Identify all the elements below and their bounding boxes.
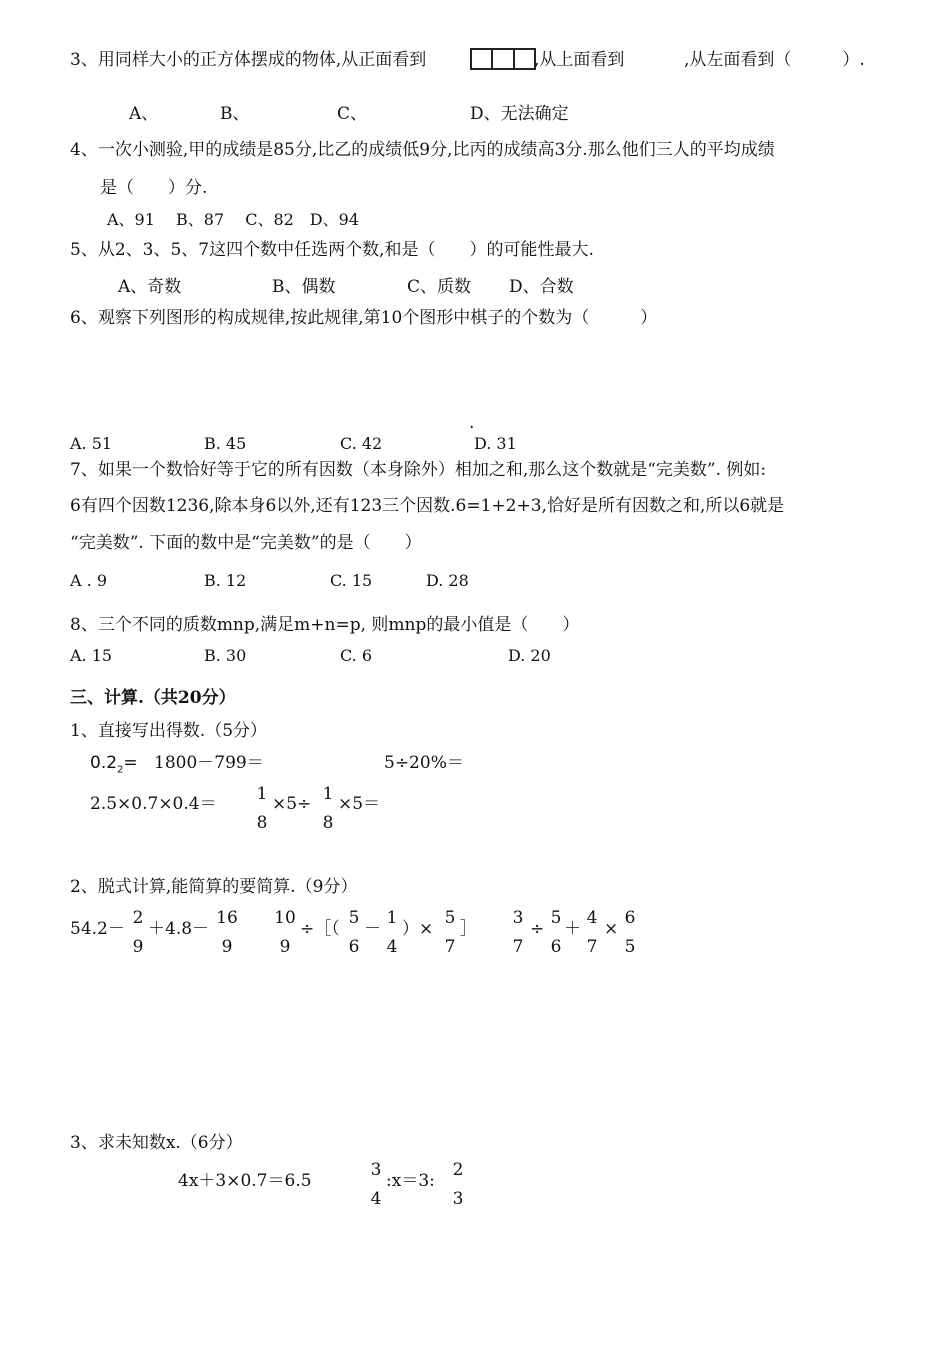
q8-option-d: D. 20 bbox=[508, 646, 551, 665]
q5-option-c: C、质数 bbox=[407, 277, 472, 297]
q6-option-a: A. 51 bbox=[70, 434, 113, 453]
q8-option-c: C. 6 bbox=[340, 646, 373, 665]
expr-times5-eq: ×5＝ bbox=[338, 794, 381, 814]
fraction-1-4: 1 4 bbox=[386, 908, 398, 957]
q7-line1: 7、如果一个数恰好等于它的所有因数（本身除外）相加之和,那么这个数就是“完美数”. 例如: bbox=[70, 460, 767, 480]
q3-option-b: B、 bbox=[220, 104, 250, 124]
fraction-1-8-a: 1 8 bbox=[256, 784, 268, 833]
fraction-16-9: 16 9 bbox=[216, 908, 238, 957]
q4-line1: 4、一次小测验,甲的成绩是85分,比乙的成绩低9分,比丙的成绩高3分.那么他们三人的平均成绩 bbox=[70, 140, 775, 160]
fraction-2-9: 2 9 bbox=[132, 908, 144, 957]
q7-option-d: D. 28 bbox=[426, 571, 469, 590]
fraction-6-5: 6 5 bbox=[624, 908, 636, 957]
front-view-squares-figure bbox=[470, 48, 536, 70]
q3-option-c: C、 bbox=[337, 104, 368, 124]
part1-title: 1、直接写出得数.（5分） bbox=[70, 721, 268, 741]
q4-options: A、91 B、87 C、82 D、94 bbox=[107, 210, 359, 229]
q7-line2: 6有四个因数1236,除本身6以外,还有123三个因数.6=1+2+3,恰好是所有因数之和,所以6就是 bbox=[70, 496, 785, 516]
fraction-3-4: 3 4 bbox=[370, 1160, 382, 1209]
expr2c-times: × bbox=[604, 919, 619, 939]
part2-title: 2、脱式计算,能简算的要简算.（9分） bbox=[70, 877, 358, 897]
fraction-5-7: 5 7 bbox=[444, 908, 456, 957]
fraction-5-6: 5 6 bbox=[348, 908, 360, 957]
q3-text-a: 3、用同样大小的正方体摆成的物体,从正面看到 bbox=[70, 50, 427, 70]
fraction-5-6-c: 5 6 bbox=[550, 908, 562, 957]
fraction-2-3: 2 3 bbox=[452, 1160, 464, 1209]
expr2b-div-bracket: ÷［（ bbox=[300, 919, 340, 939]
expr2a-start: 54.2－ bbox=[70, 919, 125, 939]
fraction-4-7: 4 7 bbox=[586, 908, 598, 957]
q8-option-a: A. 15 bbox=[70, 646, 113, 665]
expr2c-plus: ＋ bbox=[564, 919, 581, 939]
expr-0.2-squared: $0.2_2=$ bbox=[90, 753, 138, 776]
expr2b-minus: － bbox=[364, 919, 381, 939]
fraction-3-7: 3 7 bbox=[512, 908, 524, 957]
q7-line3: “完美数”. 下面的数中是“完美数”的是（ ） bbox=[70, 533, 422, 553]
q3-text-b: ,从上面看到 bbox=[534, 50, 625, 70]
q8-option-b: B. 30 bbox=[204, 646, 247, 665]
q5-option-d: D、合数 bbox=[509, 277, 574, 297]
q5-option-b: B、偶数 bbox=[272, 277, 336, 297]
section3-title: 三、计算.（共20分） bbox=[70, 688, 236, 708]
q3-option-d: D、无法确定 bbox=[470, 104, 569, 124]
expr2c-div: ÷ bbox=[530, 919, 545, 939]
fraction-10-9: 10 9 bbox=[274, 908, 296, 957]
q6-option-c: C. 42 bbox=[340, 434, 383, 453]
expr-1800-minus-799: 1800－799＝ bbox=[154, 753, 264, 773]
expr-2.5x0.7x0.4: 2.5×0.7×0.4＝ bbox=[90, 794, 217, 814]
expr2a-mid: ＋4.8－ bbox=[148, 919, 210, 939]
q4-line2: 是（ ）分. bbox=[100, 178, 208, 198]
q7-option-c: C. 15 bbox=[330, 571, 373, 590]
q6-dot: . bbox=[469, 413, 475, 433]
equation-a: 4x＋3×0.7＝6.5 bbox=[178, 1171, 312, 1191]
q7-option-a: A . 9 bbox=[70, 571, 107, 590]
q8-line1: 8、三个不同的质数mnp,满足m+n=p, 则mnp的最小值是（ ） bbox=[70, 615, 580, 635]
equation-b-mid: :x＝3: bbox=[386, 1171, 435, 1191]
q3-option-a: A、 bbox=[129, 104, 159, 124]
q6-option-d: D. 31 bbox=[474, 434, 517, 453]
q5-line1: 5、从2、3、5、7这四个数中任选两个数,和是（ ）的可能性最大. bbox=[70, 240, 594, 260]
expr-times5-div: ×5÷ bbox=[272, 794, 312, 814]
q6-option-b: B. 45 bbox=[204, 434, 247, 453]
expr2b-times: ）× bbox=[402, 919, 434, 939]
expr-5-div-20pct: 5÷20%＝ bbox=[384, 753, 464, 773]
part3-title: 3、求未知数x.（6分） bbox=[70, 1133, 243, 1153]
expr2b-close-bracket: ］ bbox=[460, 919, 477, 939]
q5-option-a: A、奇数 bbox=[118, 277, 182, 297]
q3-text-c: ,从左面看到（ ）. bbox=[684, 50, 865, 70]
fraction-1-8-b: 1 8 bbox=[322, 784, 334, 833]
q7-option-b: B. 12 bbox=[204, 571, 247, 590]
q6-line1: 6、观察下列图形的构成规律,按此规律,第10个图形中棋子的个数为（ ） bbox=[70, 308, 658, 328]
